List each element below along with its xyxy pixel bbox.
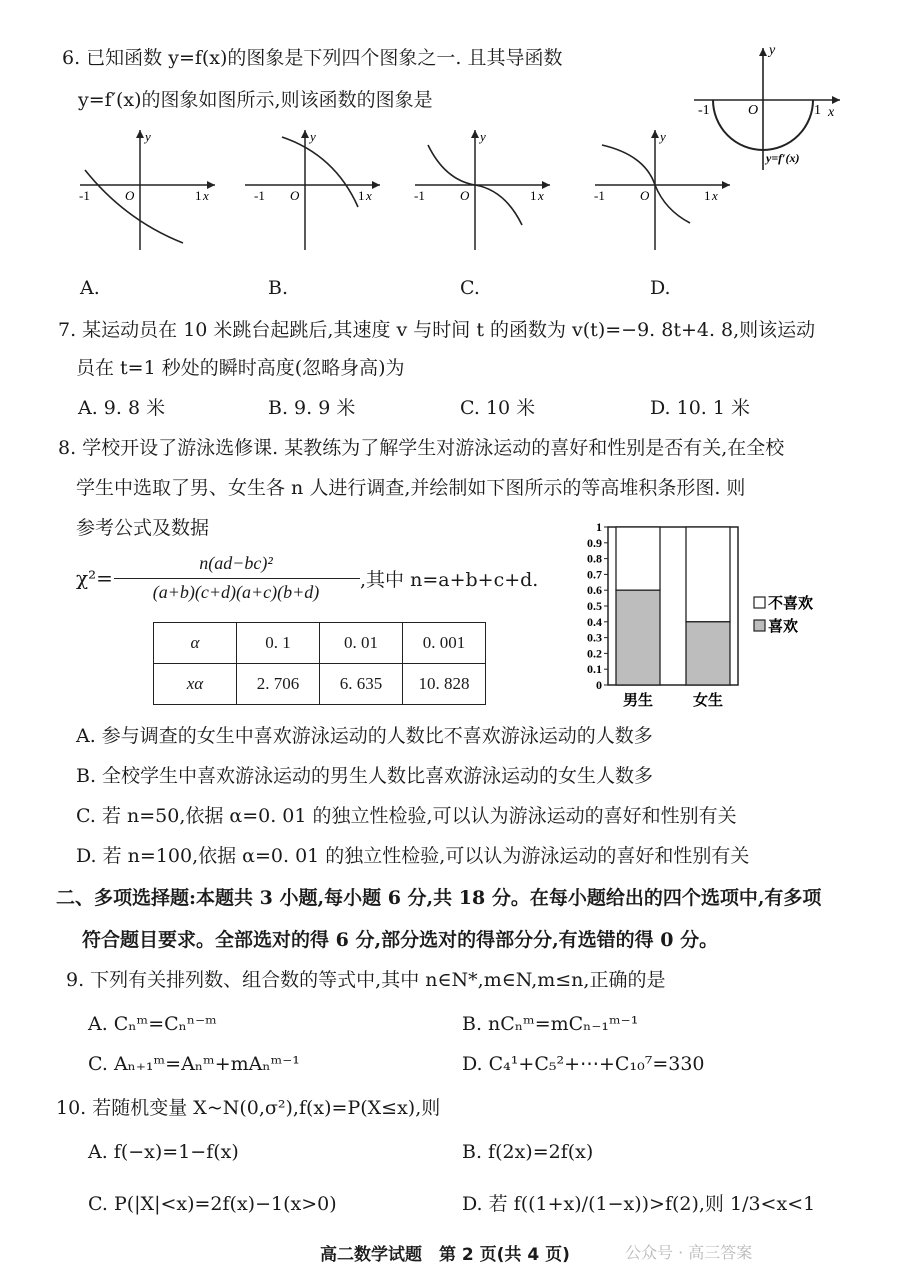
derivative-label: y=f′(x) <box>766 151 800 165</box>
q8-stem-line2: 学生中选取了男、女生各 n 人进行调查,并绘制如下图所示的等高堆积条形图. 则 <box>76 477 746 499</box>
axis-x-label: x <box>828 105 835 120</box>
svg-text:1: 1 <box>358 188 365 203</box>
svg-text:O: O <box>290 188 300 203</box>
chi-square-tail: ,其中 n=a+b+c+d. <box>360 569 539 591</box>
svg-text:1: 1 <box>530 188 537 203</box>
category-label: 女生 <box>692 693 724 709</box>
legend-swatch-like <box>754 620 765 631</box>
y-tick-label: 0.9 <box>587 535 602 550</box>
bar-dislike <box>616 527 660 590</box>
origin-label: O <box>748 103 759 118</box>
q8-option-a: A. 参与调查的女生中喜欢游泳运动的人数比不喜欢游泳运动的人数多 <box>76 725 653 747</box>
graph-option-d <box>590 125 740 255</box>
pos1-label: 1 <box>814 103 821 118</box>
table-cell: 0. 1 <box>237 623 320 664</box>
bar-like <box>686 622 730 685</box>
svg-text:O: O <box>125 188 135 203</box>
q8-option-b: B. 全校学生中喜欢游泳运动的男生人数比喜欢游泳运动的女生人数多 <box>76 765 654 787</box>
legend-swatch-dislike <box>754 597 765 608</box>
legend-label-dislike: 不喜欢 <box>768 596 814 612</box>
q9-option-a: A. Cₙᵐ=Cₙⁿ⁻ᵐ <box>88 1013 217 1035</box>
chi-square-lhs: χ²= <box>76 566 113 590</box>
q6-option-b: B. <box>268 277 289 299</box>
q7-option-a: A. 9. 8 米 <box>78 397 166 419</box>
q8-stem-line1: 8. 学校开设了游泳选修课. 某教练为了解学生对游泳运动的喜好和性别是否有关,在全校 <box>58 437 785 459</box>
q6-option-d: D. <box>650 277 671 299</box>
svg-text:y: y <box>660 129 666 144</box>
q10-option-c: C. P(|X|<x)=2f(x)−1(x>0) <box>88 1193 337 1215</box>
table-cell: 2. 706 <box>237 664 320 705</box>
x-arrow <box>832 96 840 104</box>
q10-stem: 10. 若随机变量 X~N(0,σ²),f(x)=P(X≤x),则 <box>56 1097 441 1119</box>
table-cell: 10. 828 <box>403 664 486 705</box>
q8-ref-title: 参考公式及数据 <box>76 517 210 539</box>
section2-heading-line1: 二、多项选择题:本题共 3 小题,每小题 6 分,共 18 分。在每小题给出的四个选项中,有多项 <box>56 887 822 909</box>
svg-text:-1: -1 <box>594 188 605 203</box>
watermark: 公众号 · 高三答案 <box>625 1243 753 1262</box>
q8-option-d: D. 若 n=100,依据 α=0. 01 的独立性检验,可以认为游泳运动的喜好和性别有关 <box>76 845 750 867</box>
graph-option-c <box>410 125 560 255</box>
bar-dislike <box>686 527 730 622</box>
svg-text:x: x <box>712 188 718 203</box>
svg-text:x: x <box>538 188 544 203</box>
q9-option-c: C. Aₙ₊₁ᵐ=Aₙᵐ+mAₙᵐ⁻¹ <box>88 1053 300 1075</box>
q9-option-b: B. nCₙᵐ=mCₙ₋₁ᵐ⁻¹ <box>462 1013 639 1035</box>
svg-text:O: O <box>460 188 470 203</box>
legend-label-like: 喜欢 <box>768 619 799 635</box>
y-tick-label: 0.4 <box>587 614 602 629</box>
y-tick-label: 1 <box>596 520 602 534</box>
q7-stem-line1: 7. 某运动员在 10 米跳台起跳后,其速度 v 与时间 t 的函数为 v(t)=−9. 8t+4. 8,则该运动 <box>58 319 816 341</box>
q9-option-d: D. C₄¹+C₅²+⋯+C₁₀⁷=330 <box>462 1053 705 1075</box>
q6-stem-line1: 6. 已知函数 y=f(x)的图象是下列四个图象之一. 且其导函数 <box>62 47 563 69</box>
svg-text:-1: -1 <box>414 188 425 203</box>
y-tick-label: 0.1 <box>587 662 602 677</box>
y-tick-label: 0 <box>596 678 602 692</box>
svg-text:y: y <box>480 129 486 144</box>
y-tick-label: 0.2 <box>587 646 602 661</box>
stacked-bar-chart <box>570 515 870 715</box>
formula-denominator: (a+b)(c+d)(a+c)(b+d) <box>152 582 320 602</box>
y-tick-label: 0.5 <box>587 599 602 613</box>
section2-heading-line2: 符合题目要求。全部选对的得 6 分,部分选对的得部分分,有选错的得 0 分。 <box>82 929 719 951</box>
q9-stem: 9. 下列有关排列数、组合数的等式中,其中 n∈N*,m∈N,m≤n,正确的是 <box>66 969 666 991</box>
svg-text:y: y <box>145 129 151 144</box>
table-cell: 0. 01 <box>320 623 403 664</box>
svg-text:1: 1 <box>704 188 711 203</box>
q7-option-b: B. 9. 9 米 <box>268 397 356 419</box>
q8-option-c: C. 若 n=50,依据 α=0. 01 的独立性检验,可以认为游泳运动的喜好和性别有关 <box>76 805 737 827</box>
page-footer: 高二数学试题 第 2 页(共 4 页) <box>320 1245 570 1265</box>
fraction-bar <box>114 578 360 579</box>
formula-numerator: n(ad−bc)² <box>199 553 273 573</box>
y-arrow <box>759 48 767 56</box>
table-cell: 6. 635 <box>320 664 403 705</box>
y-tick-label: 0.8 <box>587 551 602 566</box>
bar-like <box>616 590 660 685</box>
critical-value-table <box>153 622 486 705</box>
q6-stem-line2: y=f′(x)的图象如图所示,则该函数的图象是 <box>78 89 433 111</box>
y-tick-label: 0.6 <box>587 583 602 598</box>
y-tick-label: 0.3 <box>587 630 602 645</box>
q7-stem-line2: 员在 t=1 秒处的瞬时高度(忽略身高)为 <box>76 357 405 379</box>
table-cell: 0. 001 <box>403 623 486 664</box>
svg-text:1: 1 <box>195 188 202 203</box>
q7-option-c: C. 10 米 <box>460 397 536 419</box>
table-row <box>154 623 486 664</box>
graph-option-b <box>240 125 390 255</box>
table-cell: α <box>154 623 237 664</box>
category-label: 男生 <box>622 693 654 709</box>
q6-option-a: A. <box>80 277 100 299</box>
svg-text:-1: -1 <box>79 188 90 203</box>
q10-option-b: B. f(2x)=2f(x) <box>462 1141 594 1163</box>
svg-text:x: x <box>203 188 209 203</box>
svg-text:-1: -1 <box>254 188 265 203</box>
graph-option-a <box>75 125 225 255</box>
axis-y-label: y <box>769 43 776 58</box>
table-cell: xα <box>154 664 237 705</box>
table-row <box>154 664 486 705</box>
svg-text:x: x <box>366 188 372 203</box>
q10-option-a: A. f(−x)=1−f(x) <box>88 1141 239 1163</box>
y-tick-label: 0.7 <box>587 567 602 582</box>
q6-option-c: C. <box>460 277 480 299</box>
q10-option-d: D. 若 f((1+x)/(1−x))>f(2),则 1/3<x<1 <box>462 1193 816 1215</box>
q7-option-d: D. 10. 1 米 <box>650 397 751 419</box>
svg-text:y: y <box>310 129 316 144</box>
svg-text:O: O <box>640 188 650 203</box>
neg1-label: -1 <box>698 103 710 118</box>
